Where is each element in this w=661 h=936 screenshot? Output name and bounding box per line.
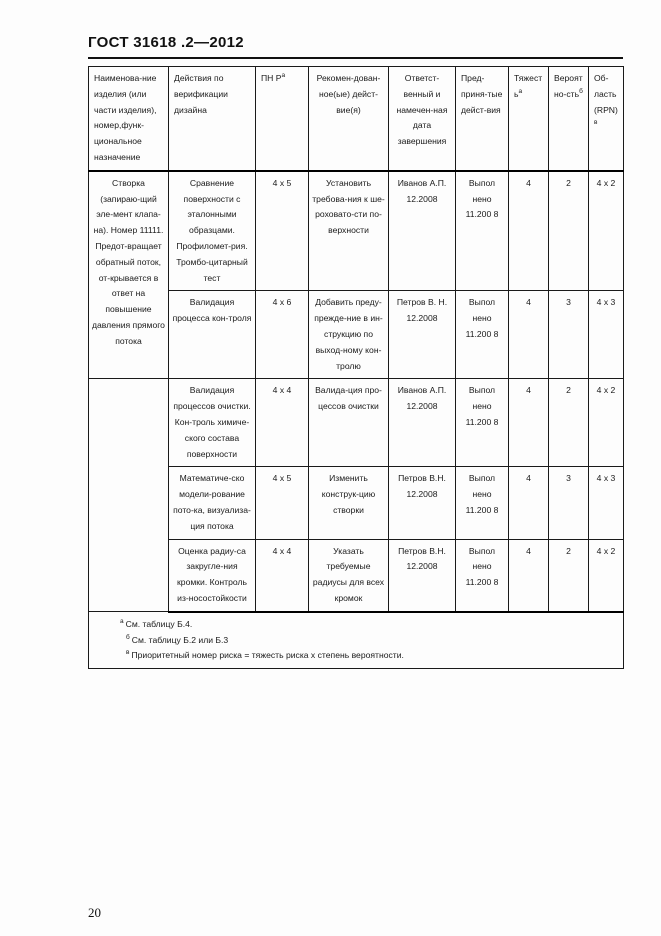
footnotes-container xyxy=(89,612,624,669)
cell-responsible: Иванов А.П. 12.2008 xyxy=(389,379,456,467)
footnote-item xyxy=(92,648,620,664)
header-cell-item xyxy=(89,67,169,171)
cell-severity: 4 xyxy=(509,291,549,379)
cell-rpn: 4 x 4 xyxy=(256,539,309,612)
header-label-severity: Тяжесть xyxy=(514,73,543,99)
header-cell-probability xyxy=(549,67,589,171)
cell-rpn: 4 x 5 xyxy=(256,171,309,291)
page-number: 20 xyxy=(88,905,101,920)
cell-area: 4 x 2 xyxy=(589,379,624,467)
cell-taken: Выпол нено 11.200 8 xyxy=(456,467,509,539)
table-row xyxy=(89,379,624,467)
header-sup-severity: а xyxy=(518,87,523,95)
header-label-verification: Действия по верификации дизайна xyxy=(174,73,228,115)
header-label-probability: Вероятно-сть xyxy=(554,73,583,99)
risk-table xyxy=(88,66,624,669)
cell-area: 4 x 3 xyxy=(589,291,624,379)
header-sup-rpn: а xyxy=(281,72,286,80)
header-sup-probability: б xyxy=(579,87,583,95)
header-cell-responsible xyxy=(389,67,456,171)
cell-taken: Выпол нено 11.200 8 xyxy=(456,379,509,467)
header-label-rpn: ПН Р xyxy=(261,73,282,83)
cell-area: 4 x 3 xyxy=(589,467,624,539)
footnote-item xyxy=(92,617,620,633)
header-cell-recommended xyxy=(309,67,389,171)
cell-responsible: Петров В. Н. 12.2008 xyxy=(389,291,456,379)
cell-taken: Выпол нено 11.200 8 xyxy=(456,171,509,291)
header-divider xyxy=(88,57,623,59)
footnote-marker: в xyxy=(126,649,130,657)
footnote-text: Приоритетный номер риска = тяжесть риска х степень вероятности. xyxy=(131,650,404,661)
cell-taken: Выпол нено 11.200 8 xyxy=(456,291,509,379)
header-label-item: Наименова-ние изделия (или части изделия), номер,функ-циональное назначение xyxy=(94,73,157,162)
footnote-row xyxy=(89,612,624,669)
cell-area: 4 x 2 xyxy=(589,539,624,612)
cell-item xyxy=(89,379,169,612)
cell-responsible: Петров В.Н. 12.2008 xyxy=(389,467,456,539)
cell-taken: Выпол нено 11.200 8 xyxy=(456,539,509,612)
cell-item: Створка (запираю-щий эле-мент клапа-на). Номер 11111. Предот-вращает обратный поток, от-крывается в ответ на повышение давления прямого потока xyxy=(89,171,169,379)
header-cell-rpn xyxy=(256,67,309,171)
header-sup-area: в xyxy=(594,119,598,127)
header-cell-severity xyxy=(509,67,549,171)
header-label-taken: Пред-приня-тые дейст-вия xyxy=(461,73,503,115)
cell-recommended: Установить требова-ния к ше-роховато-сти по-верхности xyxy=(309,171,389,291)
cell-responsible: Иванов А.П. 12.2008 xyxy=(389,171,456,291)
cell-probability: 3 xyxy=(549,467,589,539)
header-label-recommended: Рекомен-дован-ное(ые) дейст-вие(я) xyxy=(316,73,381,115)
cell-probability: 2 xyxy=(549,539,589,612)
document-header xyxy=(88,34,623,51)
header-cell-taken xyxy=(456,67,509,171)
footnote-item xyxy=(92,633,620,649)
header-cell-verification xyxy=(169,67,256,171)
cell-verification: Математиче-ско модели-рование пото-ка, визуализа-ция потока xyxy=(169,467,256,539)
header-label-responsible: Ответст-венный и намечен-ная дата завершения xyxy=(396,73,448,147)
cell-severity: 4 xyxy=(509,467,549,539)
cell-severity: 4 xyxy=(509,539,549,612)
table-row xyxy=(89,171,624,291)
cell-verification: Валидация процесса кон-троля xyxy=(169,291,256,379)
table-row xyxy=(89,539,624,612)
footnote-marker: а xyxy=(120,617,124,625)
risk-table-container xyxy=(88,66,623,669)
footnote-marker: б xyxy=(126,633,130,641)
cell-probability: 2 xyxy=(549,171,589,291)
cell-rpn: 4 x 4 xyxy=(256,379,309,467)
cell-rpn: 4 x 6 xyxy=(256,291,309,379)
cell-verification: Валидация процессов очистки. Кон-троль химиче-ского состава поверхности xyxy=(169,379,256,467)
cell-responsible: Петров В.Н. 12.2008 xyxy=(389,539,456,612)
cell-severity: 4 xyxy=(509,379,549,467)
footnote-text: См. таблицу Б.2 или Б.3 xyxy=(131,634,229,645)
cell-recommended: Указать требуемые радиусы для всех кромок xyxy=(309,539,389,612)
cell-rpn: 4 x 5 xyxy=(256,467,309,539)
cell-severity: 4 xyxy=(509,171,549,291)
header-label-area: Об-ласть (RPN) xyxy=(594,73,618,115)
header-cell-area xyxy=(589,67,624,171)
document-title: ГОСТ 31618 .2—2012 xyxy=(88,34,244,51)
cell-recommended: Добавить преду-прежде-ние в ин-струкцию по выход-ному кон-тролю xyxy=(309,291,389,379)
cell-verification: Сравнение поверхности с эталонными образцами. Профиломет-рия. Тромбо-цитарный тест xyxy=(169,171,256,291)
cell-recommended: Изменить конструк-цию створки xyxy=(309,467,389,539)
cell-recommended: Валида-ция про-цессов очистки xyxy=(309,379,389,467)
table-header-row xyxy=(89,67,624,171)
cell-probability: 3 xyxy=(549,291,589,379)
footnote-text: См. таблицу Б.4. xyxy=(125,618,193,629)
cell-verification: Оценка радиу-са закругле-ния кромки. Контроль из-носостойкости xyxy=(169,539,256,612)
table-row xyxy=(89,291,624,379)
table-row xyxy=(89,467,624,539)
cell-probability: 2 xyxy=(549,379,589,467)
cell-area: 4 x 2 xyxy=(589,171,624,291)
